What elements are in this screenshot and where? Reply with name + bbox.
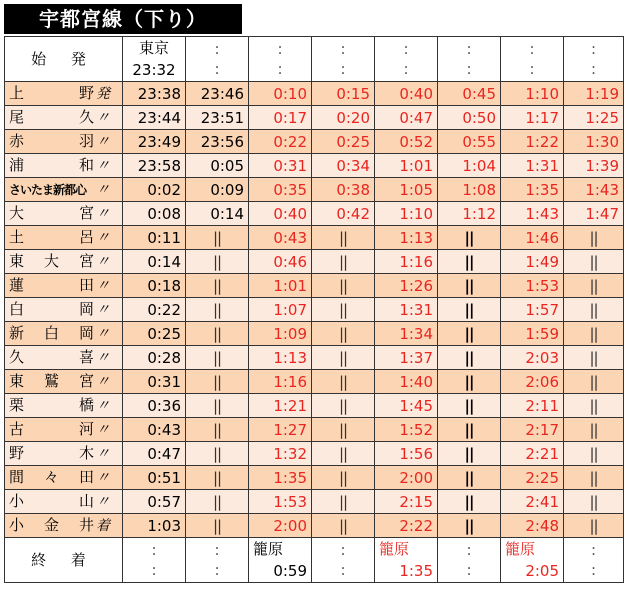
station-cell xyxy=(5,178,123,202)
pass-mark: || xyxy=(438,298,501,322)
time-cell: 1:03 xyxy=(123,514,186,538)
time-cell: 0:43 xyxy=(123,418,186,442)
pass-mark: || xyxy=(564,298,624,322)
pass-mark: || xyxy=(186,466,249,490)
pass-mark: || xyxy=(438,514,501,538)
dots-top: : xyxy=(151,541,157,559)
time-cell: 0:52 xyxy=(375,130,438,154)
station-mark: 〃 xyxy=(96,134,110,150)
pass-mark: || xyxy=(438,466,501,490)
time-cell: 0:36 xyxy=(123,394,186,418)
time-cell: 1:10 xyxy=(375,202,438,226)
time-cell: 1:05 xyxy=(375,178,438,202)
time-cell: 1:47 xyxy=(564,202,624,226)
station-cell xyxy=(5,154,123,178)
time-cell: 0:45 xyxy=(438,82,501,106)
pass-mark: || xyxy=(564,274,624,298)
station-cell xyxy=(5,130,123,154)
time-cell: 0:55 xyxy=(438,130,501,154)
station-name: 久 喜 xyxy=(9,348,94,366)
time-cell: 1:25 xyxy=(564,106,624,130)
dots-bottom: : xyxy=(466,561,472,579)
pass-mark: || xyxy=(438,418,501,442)
time-cell: 1:32 xyxy=(249,442,312,466)
time-cell: 1:16 xyxy=(249,370,312,394)
station-mark: 〃 xyxy=(96,446,110,462)
pass-mark: || xyxy=(564,250,624,274)
pass-mark: || xyxy=(438,394,501,418)
terminal-dots xyxy=(564,538,624,583)
station-mark: 〃 xyxy=(96,350,110,366)
dots-top: : xyxy=(277,40,283,58)
pass-mark: || xyxy=(564,514,624,538)
time-cell: 0:11 xyxy=(123,226,186,250)
time-cell: 1:35 xyxy=(501,178,564,202)
station-cell xyxy=(5,322,123,346)
time-cell: 2:00 xyxy=(375,466,438,490)
station-mark: 〃 xyxy=(96,470,110,486)
terminal-time: 0:59 xyxy=(273,562,307,580)
pass-mark: || xyxy=(312,322,375,346)
pass-mark: || xyxy=(564,466,624,490)
time-cell: 1:16 xyxy=(375,250,438,274)
station-name: 小 山 xyxy=(9,492,94,510)
station-cell xyxy=(5,394,123,418)
pass-mark: || xyxy=(438,250,501,274)
origin-dots xyxy=(564,37,624,82)
pass-mark: || xyxy=(186,250,249,274)
station-mark: 〃 xyxy=(96,158,110,174)
time-cell: 1:35 xyxy=(249,466,312,490)
table-row xyxy=(5,226,624,250)
time-cell: 2:48 xyxy=(501,514,564,538)
time-cell: 23:38 xyxy=(123,82,186,106)
time-cell: 0:31 xyxy=(123,370,186,394)
time-cell: 0:15 xyxy=(312,82,375,106)
station-mark: 〃 xyxy=(96,398,110,414)
pass-mark: || xyxy=(312,370,375,394)
station-name: さいたま新都心 xyxy=(9,183,87,197)
station-cell xyxy=(5,370,123,394)
time-cell: 0:40 xyxy=(375,82,438,106)
time-cell: 0:10 xyxy=(249,82,312,106)
terminal-dots xyxy=(186,538,249,583)
time-cell: 2:25 xyxy=(501,466,564,490)
station-mark: 〃 xyxy=(96,182,110,198)
table-row xyxy=(5,322,624,346)
terminal-cell xyxy=(249,538,312,583)
table-row xyxy=(5,106,624,130)
station-mark: 〃 xyxy=(96,494,110,510)
time-cell: 1:53 xyxy=(249,490,312,514)
station-mark: 〃 xyxy=(96,230,110,246)
origin-label: 始 発 xyxy=(5,37,123,82)
table-row xyxy=(5,370,624,394)
origin-dots xyxy=(438,37,501,82)
station-cell xyxy=(5,82,123,106)
station-cell xyxy=(5,226,123,250)
pass-mark: || xyxy=(186,394,249,418)
dots-bottom: : xyxy=(590,60,597,78)
pass-mark: || xyxy=(564,418,624,442)
header-row xyxy=(5,37,624,82)
table-row xyxy=(5,514,624,538)
terminal-dots xyxy=(438,538,501,583)
time-cell: 1:01 xyxy=(249,274,312,298)
time-cell: 1:57 xyxy=(501,298,564,322)
time-cell: 0:31 xyxy=(249,154,312,178)
time-cell: 0:38 xyxy=(312,178,375,202)
dots-top: : xyxy=(214,541,220,559)
station-cell xyxy=(5,298,123,322)
time-cell: 0:18 xyxy=(123,274,186,298)
dots-top: : xyxy=(466,40,472,58)
station-cell xyxy=(5,250,123,274)
station-mark: 〃 xyxy=(96,422,110,438)
time-cell: 1:07 xyxy=(249,298,312,322)
dots-bottom: : xyxy=(466,60,472,78)
pass-mark: || xyxy=(438,346,501,370)
time-cell: 1:45 xyxy=(375,394,438,418)
time-cell: 0:14 xyxy=(123,250,186,274)
timetable xyxy=(4,36,624,583)
pass-mark: || xyxy=(312,394,375,418)
origin-cell xyxy=(123,37,186,82)
pass-mark: || xyxy=(438,274,501,298)
time-cell: 0:50 xyxy=(438,106,501,130)
station-cell xyxy=(5,202,123,226)
pass-mark: || xyxy=(186,442,249,466)
time-cell: 23:44 xyxy=(123,106,186,130)
time-cell: 0:09 xyxy=(186,178,249,202)
pass-mark: || xyxy=(312,298,375,322)
table-row xyxy=(5,250,624,274)
time-cell: 1:13 xyxy=(249,346,312,370)
time-cell: 23:49 xyxy=(123,130,186,154)
table-row xyxy=(5,418,624,442)
time-cell: 2:17 xyxy=(501,418,564,442)
dots-bottom: : xyxy=(151,561,157,579)
time-cell: 0:14 xyxy=(186,202,249,226)
time-cell: 1:01 xyxy=(375,154,438,178)
pass-mark: || xyxy=(564,442,624,466)
terminal-row xyxy=(5,538,624,583)
terminal-cell xyxy=(375,538,438,583)
dots-bottom: : xyxy=(340,60,346,78)
dots-top: : xyxy=(590,40,597,58)
time-cell: 0:25 xyxy=(312,130,375,154)
station-mark: 着 xyxy=(96,518,110,534)
dots-top: : xyxy=(214,40,220,58)
time-cell: 1:09 xyxy=(249,322,312,346)
dots-top: : xyxy=(466,541,472,559)
terminal-dots xyxy=(312,538,375,583)
time-cell: 1:21 xyxy=(249,394,312,418)
station-cell xyxy=(5,274,123,298)
origin-dots xyxy=(186,37,249,82)
dots-bottom: : xyxy=(214,60,220,78)
dots-top: : xyxy=(340,40,346,58)
station-name: 白 岡 xyxy=(9,300,94,318)
pass-mark: || xyxy=(564,370,624,394)
station-cell xyxy=(5,466,123,490)
origin-station: 東京 xyxy=(138,39,169,57)
time-cell: 1:39 xyxy=(564,154,624,178)
time-cell: 1:08 xyxy=(438,178,501,202)
time-cell: 2:15 xyxy=(375,490,438,514)
terminal-time: 1:35 xyxy=(399,562,433,580)
pass-mark: || xyxy=(564,394,624,418)
time-cell: 1:26 xyxy=(375,274,438,298)
time-cell: 1:31 xyxy=(501,154,564,178)
table-row xyxy=(5,394,624,418)
station-mark: 〃 xyxy=(96,278,110,294)
time-cell: 0:46 xyxy=(249,250,312,274)
terminal-cell xyxy=(501,538,564,583)
time-cell: 23:56 xyxy=(186,130,249,154)
station-mark: 〃 xyxy=(96,254,110,270)
time-cell: 1:59 xyxy=(501,322,564,346)
dots-top: : xyxy=(403,40,409,58)
dots-bottom: : xyxy=(590,561,597,579)
time-cell: 0:40 xyxy=(249,202,312,226)
dots-bottom: : xyxy=(340,561,346,579)
pass-mark: || xyxy=(312,250,375,274)
station-cell xyxy=(5,490,123,514)
time-cell: 0:35 xyxy=(249,178,312,202)
time-cell: 1:43 xyxy=(564,178,624,202)
table-row xyxy=(5,346,624,370)
pass-mark: || xyxy=(564,226,624,250)
station-mark: 〃 xyxy=(96,302,110,318)
pass-mark: || xyxy=(312,490,375,514)
pass-mark: || xyxy=(438,490,501,514)
station-cell xyxy=(5,106,123,130)
time-cell: 23:46 xyxy=(186,82,249,106)
time-cell: 0:51 xyxy=(123,466,186,490)
station-mark: 発 xyxy=(96,86,110,102)
time-cell: 0:34 xyxy=(312,154,375,178)
time-cell: 0:20 xyxy=(312,106,375,130)
time-cell: 1:30 xyxy=(564,130,624,154)
pass-mark: || xyxy=(312,442,375,466)
time-cell: 1:34 xyxy=(375,322,438,346)
table-row xyxy=(5,202,624,226)
time-cell: 0:57 xyxy=(123,490,186,514)
station-name: 浦 和 xyxy=(9,156,94,174)
time-cell: 23:51 xyxy=(186,106,249,130)
table-row xyxy=(5,490,624,514)
time-cell: 1:22 xyxy=(501,130,564,154)
terminal-time: 2:05 xyxy=(525,562,559,580)
station-cell xyxy=(5,442,123,466)
station-name: 栗 橋 xyxy=(9,396,94,414)
time-cell: 1:31 xyxy=(375,298,438,322)
dots-bottom: : xyxy=(277,60,283,78)
time-cell: 1:04 xyxy=(438,154,501,178)
terminal-station: 籠原 xyxy=(379,540,410,558)
pass-mark: || xyxy=(186,226,249,250)
station-name: 土 呂 xyxy=(9,228,94,246)
time-cell: 2:00 xyxy=(249,514,312,538)
origin-dots xyxy=(501,37,564,82)
station-mark: 〃 xyxy=(96,206,110,222)
dots-top: : xyxy=(340,541,346,559)
pass-mark: || xyxy=(186,418,249,442)
station-name: 尾 久 xyxy=(9,108,94,126)
time-cell: 1:19 xyxy=(564,82,624,106)
time-cell: 1:43 xyxy=(501,202,564,226)
dots-top: : xyxy=(590,541,597,559)
time-cell: 1:10 xyxy=(501,82,564,106)
pass-mark: || xyxy=(312,274,375,298)
origin-dots xyxy=(249,37,312,82)
station-name: 東鷲宮 xyxy=(9,372,94,390)
table-row xyxy=(5,82,624,106)
pass-mark: || xyxy=(186,370,249,394)
station-name: 間々田 xyxy=(9,468,94,486)
terminal-label: 終 着 xyxy=(5,538,123,583)
time-cell: 1:56 xyxy=(375,442,438,466)
pass-mark: || xyxy=(186,514,249,538)
station-mark: 〃 xyxy=(96,326,110,342)
pass-mark: || xyxy=(312,466,375,490)
table-row xyxy=(5,178,624,202)
time-cell: 0:22 xyxy=(123,298,186,322)
dots-bottom: : xyxy=(214,561,220,579)
table-row xyxy=(5,298,624,322)
time-cell: 0:42 xyxy=(312,202,375,226)
station-name: 蓮 田 xyxy=(9,276,94,294)
time-cell: 0:47 xyxy=(123,442,186,466)
time-cell: 2:11 xyxy=(501,394,564,418)
station-name: 野 木 xyxy=(9,444,94,462)
station-name: 新白岡 xyxy=(9,324,94,342)
time-cell: 0:25 xyxy=(123,322,186,346)
time-cell: 1:40 xyxy=(375,370,438,394)
time-cell: 2:22 xyxy=(375,514,438,538)
pass-mark: || xyxy=(186,322,249,346)
pass-mark: || xyxy=(186,490,249,514)
dots-bottom: : xyxy=(529,60,535,78)
table-row xyxy=(5,442,624,466)
origin-dots xyxy=(312,37,375,82)
time-cell: 1:17 xyxy=(501,106,564,130)
pass-mark: || xyxy=(312,346,375,370)
pass-mark: || xyxy=(564,490,624,514)
station-cell xyxy=(5,346,123,370)
time-cell: 2:03 xyxy=(501,346,564,370)
station-cell xyxy=(5,514,123,538)
time-cell: 1:13 xyxy=(375,226,438,250)
table-row xyxy=(5,466,624,490)
time-cell: 0:47 xyxy=(375,106,438,130)
pass-mark: || xyxy=(438,370,501,394)
station-name: 古 河 xyxy=(9,420,94,438)
pass-mark: || xyxy=(438,226,501,250)
time-cell: 2:06 xyxy=(501,370,564,394)
station-name: 東大宮 xyxy=(9,252,94,270)
time-cell: 1:12 xyxy=(438,202,501,226)
station-cell xyxy=(5,418,123,442)
time-cell: 1:46 xyxy=(501,226,564,250)
time-cell: 1:53 xyxy=(501,274,564,298)
pass-mark: || xyxy=(564,322,624,346)
timetable-title: 宇都宮線（下り） xyxy=(4,4,242,34)
pass-mark: || xyxy=(312,514,375,538)
station-name: 赤 羽 xyxy=(9,132,94,150)
station-mark: 〃 xyxy=(96,374,110,390)
time-cell: 0:17 xyxy=(249,106,312,130)
time-cell: 0:08 xyxy=(123,202,186,226)
pass-mark: || xyxy=(312,418,375,442)
table-row xyxy=(5,274,624,298)
station-mark: 〃 xyxy=(96,110,110,126)
time-cell: 23:58 xyxy=(123,154,186,178)
time-cell: 0:02 xyxy=(123,178,186,202)
pass-mark: || xyxy=(438,442,501,466)
pass-mark: || xyxy=(564,346,624,370)
origin-time: 23:32 xyxy=(132,61,176,79)
time-cell: 1:37 xyxy=(375,346,438,370)
terminal-station: 籠原 xyxy=(253,540,284,558)
time-cell: 0:28 xyxy=(123,346,186,370)
dots-bottom: : xyxy=(403,60,409,78)
station-name: 大 宮 xyxy=(9,204,94,222)
station-name: 小金井 xyxy=(9,516,94,534)
time-cell: 0:22 xyxy=(249,130,312,154)
time-cell: 1:49 xyxy=(501,250,564,274)
pass-mark: || xyxy=(186,274,249,298)
time-cell: 1:27 xyxy=(249,418,312,442)
pass-mark: || xyxy=(438,322,501,346)
time-cell: 2:41 xyxy=(501,490,564,514)
pass-mark: || xyxy=(186,346,249,370)
pass-mark: || xyxy=(312,226,375,250)
origin-dots xyxy=(375,37,438,82)
terminal-station: 籠原 xyxy=(505,540,536,558)
time-cell: 2:21 xyxy=(501,442,564,466)
dots-top: : xyxy=(529,40,535,58)
station-name: 上 野 xyxy=(9,84,94,102)
time-cell: 0:05 xyxy=(186,154,249,178)
table-row xyxy=(5,130,624,154)
table-row xyxy=(5,154,624,178)
time-cell: 1:52 xyxy=(375,418,438,442)
time-cell: 0:43 xyxy=(249,226,312,250)
terminal-dots xyxy=(123,538,186,583)
pass-mark: || xyxy=(186,298,249,322)
